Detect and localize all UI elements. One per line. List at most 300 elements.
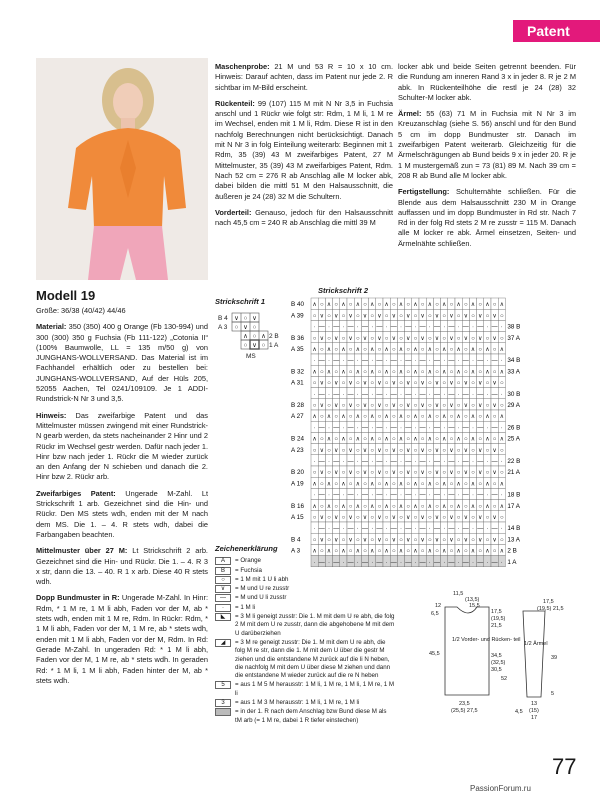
chart-symbol: —: [376, 459, 383, 465]
chart-symbol: ○: [471, 447, 475, 454]
schem-dim: 6,5: [431, 611, 439, 617]
chart-symbol: ○: [334, 369, 339, 376]
chart-row-label-right: 22 B: [507, 458, 521, 465]
chart-symbol: ∧: [312, 548, 317, 555]
chart-symbol: ∧: [384, 481, 389, 488]
chart-symbol: ·: [500, 459, 503, 465]
chart-symbol: ∧: [427, 548, 433, 555]
chart-symbol: ∨: [463, 380, 469, 387]
chart-symbol: ∧: [456, 414, 461, 421]
chart-symbol: ∨: [362, 447, 368, 454]
legend-item: [215, 604, 395, 612]
legend-item: [215, 576, 395, 584]
chart-symbol: —: [333, 391, 340, 398]
chart-symbol: ○: [485, 380, 490, 387]
chart-symbol: ○: [355, 335, 360, 342]
svg-text:∨: ∨: [252, 315, 257, 322]
chart-symbol: ∧: [499, 347, 505, 353]
chart-symbol: ○: [492, 414, 497, 421]
chart-symbol: ○: [449, 369, 454, 376]
chart-symbol: ∧: [341, 548, 346, 555]
chart-symbol: ∨: [319, 447, 325, 454]
chart-symbol: ·: [414, 492, 417, 499]
chart-symbol: ∧: [456, 347, 461, 353]
chart-symbol: —: [477, 559, 484, 566]
chart-symbol: ○: [377, 347, 382, 353]
chart-symbol: ∧: [485, 347, 490, 353]
chart-symbol: ∧: [499, 436, 505, 443]
chart-symbol: ○: [499, 313, 504, 320]
chart-symbol: —: [347, 391, 354, 398]
chart-symbol: ○: [377, 548, 382, 555]
chart-symbol: ·: [400, 459, 402, 465]
chart-row-label-right: 21 A: [507, 469, 521, 477]
chart-symbol: ○: [363, 436, 367, 443]
chart-symbol: ○: [377, 302, 382, 309]
legend-text: = aus 1 M 3 M herausstr: 1 M li, 1 M re, 1 M li: [235, 699, 360, 707]
vorderteil-paragraph: Vorderteil: Genauso, jedoch für den Halsausschnitt nach 45,5 cm = 240 R ab Anschlag die mittl 39 M: [215, 207, 393, 228]
chart-symbol: ○: [456, 313, 461, 320]
chart-symbol: ○: [370, 537, 375, 544]
watermark: PassionForum.ru: [470, 784, 531, 793]
chart-symbol: ·: [385, 358, 388, 365]
chart-symbol: —: [405, 358, 412, 365]
chart-symbol: ∧: [369, 436, 375, 443]
chart-symbol: ∨: [405, 380, 411, 387]
chart-symbol: —: [390, 391, 397, 398]
chart-symbol: ○: [384, 470, 389, 477]
chart-symbol: ∨: [434, 537, 440, 544]
chart-symbol: —: [405, 391, 412, 398]
chart-symbol: ○: [492, 503, 497, 510]
chart-symbol: ∧: [341, 302, 346, 309]
continuation-paragraph: locker abk und beide Seiten getrennt beenden. Für die Rundung am inneren Rand 3 x in jeder 8. R je 2 M abk. In Rückenteilhöhe die restl je 24 (28) 32 Schulter-M locker abk.: [398, 62, 576, 102]
chart-symbol: ·: [385, 425, 388, 432]
chart-symbol: ∧: [441, 436, 447, 443]
chart-symbol: ○: [456, 470, 461, 477]
chart-symbol: —: [491, 358, 498, 365]
chart-symbol: ○: [312, 447, 317, 454]
chart-symbol: ∨: [377, 380, 382, 387]
chart-symbol: —: [405, 526, 412, 533]
chart-symbol: ○: [334, 481, 339, 488]
chart-symbol: ∧: [369, 481, 375, 488]
chart-symbol: ∧: [341, 369, 346, 376]
chart-symbol: ∨: [319, 470, 325, 477]
chart-symbol: ○: [391, 414, 396, 421]
chart-symbol: ·: [385, 324, 388, 331]
chart-symbol: ○: [348, 481, 353, 488]
chart-symbol: ∧: [456, 369, 461, 376]
chart-symbol: ○: [499, 447, 504, 454]
chart-symbol: ○: [341, 537, 346, 544]
chart-symbol: ·: [356, 526, 359, 533]
chart-symbol: ○: [499, 335, 504, 342]
chart-symbol: ○: [319, 503, 324, 510]
chart-symbol: ∧: [355, 481, 361, 488]
chart-symbol: —: [419, 391, 426, 398]
chart-symbol: ·: [313, 559, 316, 566]
chart-symbol: ∧: [427, 481, 433, 488]
chart-symbol: —: [318, 391, 325, 398]
chart-symbol: ·: [443, 526, 446, 533]
legend-text: = 1 M mit 1 U li abh: [235, 575, 289, 583]
chart-symbol: ○: [319, 481, 324, 488]
chart-symbol: ○: [463, 347, 468, 353]
chart-symbol: ∨: [319, 380, 325, 387]
chart-symbol: ·: [328, 526, 330, 533]
chart-symbol: ○: [391, 302, 396, 309]
chart-symbol: ·: [342, 492, 345, 499]
chart-symbol: —: [376, 526, 383, 533]
chart-symbol: ∧: [456, 436, 461, 443]
chart-symbol: ∨: [420, 380, 425, 387]
chart-symbol: ○: [348, 302, 353, 309]
chart-symbol: ∧: [470, 369, 476, 376]
schem-dim: 5: [551, 691, 555, 697]
chart-symbol: ·: [400, 526, 402, 533]
chart-symbol: ∨: [420, 403, 425, 409]
chart-symbol: ○: [406, 436, 411, 443]
chart-symbol: —: [448, 425, 455, 432]
chart-symbol: ∧: [326, 347, 332, 353]
chart-symbol: —: [362, 358, 368, 365]
chart-symbol: ·: [472, 324, 474, 331]
chart-symbol: ∧: [326, 548, 332, 555]
schem-dim: (15): [529, 708, 539, 714]
chart-symbol: ∨: [405, 335, 411, 342]
chart-symbol: ○: [435, 302, 439, 309]
material-paragraph: Material: 350 (350) 400 g Orange (Fb 130-994) und 300 (300) 350 g Fuchsia (Fb 111-122) „Cotonia II“ (100% Baumwolle, LL = 135 m/50 g) von JUNGHANS-WOLLVERSAND. Das Material ist im Fachhandel erhältlich oder zu bestellen bei: JUNGHANS-WOLLVERSAND, Auf der Hüls 205, 52055 Aachen, Tel 0241/109109. Je 1 ADDI-Rundstrick-N Nr 3 und 3,5.: [36, 322, 208, 404]
chart-symbol: ∨: [492, 515, 497, 521]
svg-text:○: ○: [243, 342, 248, 349]
chart-symbol: ∧: [326, 436, 332, 443]
chart-symbol: ∧: [413, 347, 418, 353]
chart-symbol: ∧: [485, 481, 490, 488]
svg-text:○: ○: [243, 315, 248, 322]
chart-symbol: ○: [478, 548, 483, 555]
chart-symbol: ○: [348, 436, 353, 443]
strickschrift1-chart: [218, 312, 288, 362]
model-photo: [36, 58, 208, 280]
chart-symbol: ∧: [470, 503, 476, 510]
svg-text:○: ○: [261, 342, 266, 349]
chart-symbol: ∨: [405, 470, 411, 477]
chart-symbol: ○: [442, 515, 447, 521]
chart-symbol: ○: [355, 447, 360, 454]
chart-symbol: ∨: [420, 335, 425, 342]
chart-symbol: ∨: [348, 515, 353, 521]
chart-symbol: ·: [356, 559, 359, 566]
legend: [215, 545, 395, 726]
chart-symbol: ·: [414, 459, 417, 465]
chart-symbol: ∧: [456, 481, 461, 488]
chart-symbol: ∧: [384, 503, 389, 510]
chart-symbol: —: [347, 492, 354, 499]
chart-symbol: —: [491, 526, 498, 533]
chart-symbol: —: [390, 358, 397, 365]
chart-symbol: ○: [363, 302, 367, 309]
chart-symbol: ○: [442, 403, 447, 409]
chart-symbol: —: [477, 425, 484, 432]
chart-symbol: ·: [400, 559, 402, 566]
chart-symbol: —: [347, 425, 354, 432]
chart-symbol: ·: [443, 391, 446, 398]
legend-item: [215, 585, 395, 593]
schem-dim: (32,5): [491, 660, 506, 666]
chart-row-label-left: B 28: [291, 402, 304, 409]
chart-symbol: ·: [342, 459, 345, 465]
chart-symbol: ○: [370, 313, 375, 320]
chart-row-label-right: 33 A: [507, 368, 521, 376]
legend-item: [215, 567, 395, 575]
chart-symbol: ∧: [470, 481, 476, 488]
chart-symbol: ○: [355, 537, 360, 544]
chart-symbol: ∨: [362, 403, 368, 409]
chart-symbol: ·: [486, 324, 489, 331]
chart-symbol: ·: [400, 492, 402, 499]
chart-symbol: ○: [341, 335, 346, 342]
legend-item: [215, 594, 395, 602]
chart-symbol: ·: [500, 526, 503, 533]
chart-symbol: ·: [428, 559, 431, 566]
chart-symbol: —: [362, 324, 368, 331]
legend-symbol: —: [215, 594, 231, 602]
chart-symbol: ∧: [427, 414, 433, 421]
chart-symbol: —: [434, 358, 440, 365]
chart-symbol: ○: [420, 436, 425, 443]
chart-symbol: ∧: [441, 369, 447, 376]
chart-symbol: ○: [384, 403, 389, 409]
chart-symbol: ○: [485, 447, 490, 454]
legend-symbol: ◣: [215, 613, 231, 621]
chart-symbol: ∧: [312, 436, 317, 443]
legend-text: = 3 M re geneigt zusstr: Die 1. M mit dem U re abh, die folg M re str, dann die 1. M mit dem U über die gestr M ziehen und die entstandene M zurück auf die li N heben, die nachfolg M mit dem U über diese M ziehen und dann die entstandene M wieder zurück auf die re N heben: [235, 638, 391, 680]
chart-symbol: ∧: [441, 548, 447, 555]
chart-symbol: ∨: [319, 403, 325, 409]
chart-symbol: —: [448, 559, 455, 566]
chart-symbol: ∨: [319, 537, 325, 544]
chart-symbol: ○: [449, 481, 454, 488]
chart-row-label-left: A 35: [291, 346, 304, 353]
chart-symbol: ·: [328, 492, 330, 499]
chart-symbol: ∨: [333, 470, 339, 477]
chart-symbol: ∧: [312, 347, 317, 353]
chart-symbol: ∧: [456, 548, 461, 555]
maschenprobe-paragraph: Maschenprobe: 21 M und 53 R = 10 x 10 cm. Hinweis: Darauf achten, dass im Patent nur jede 2. R sichtbar im M-Bild erscheint.: [215, 62, 393, 92]
chart-symbol: —: [318, 425, 325, 432]
chart-symbol: —: [390, 559, 397, 566]
chart-symbol: ∧: [427, 347, 433, 353]
chart-symbol: ○: [327, 335, 331, 342]
chart-symbol: ○: [391, 503, 396, 510]
chart-symbol: ∧: [355, 347, 361, 353]
chart-symbol: ○: [399, 313, 403, 320]
chart-symbol: ∧: [499, 503, 505, 510]
chart-symbol: ∨: [362, 313, 368, 320]
chart-symbol: ∧: [398, 369, 404, 376]
chart-symbol: ○: [420, 302, 425, 309]
chart-symbol: ∨: [362, 380, 368, 387]
chart-row-label-left: B 20: [291, 469, 304, 477]
chart-symbol: ∨: [420, 447, 425, 454]
chart-symbol: ∨: [377, 447, 382, 454]
chart-symbol: ∨: [492, 447, 497, 454]
legend-text: = aus 1 M 5 M herausstr: 1 M li, 1 M re, 1 M li, 1 M re, 1 M li: [235, 681, 395, 697]
chart-symbol: ○: [413, 447, 418, 454]
chart-symbol: ·: [313, 459, 316, 465]
chart-symbol: ∨: [377, 537, 382, 544]
chart-symbol: ∧: [384, 369, 389, 376]
chart-symbol: ·: [371, 425, 374, 432]
chart-symbol: ∧: [485, 369, 490, 376]
chart-symbol: ○: [363, 503, 367, 510]
chart-symbol: ∨: [333, 447, 339, 454]
chart-symbol: ∧: [341, 414, 346, 421]
chart-symbol: ○: [319, 369, 324, 376]
chart-symbol: ∨: [391, 380, 397, 387]
chart-symbol: ·: [457, 459, 460, 465]
chart-symbol: ∧: [326, 503, 332, 510]
chart-symbol: ○: [499, 537, 504, 544]
chart-symbol: ∧: [499, 481, 505, 488]
chart-symbol: ○: [327, 313, 331, 320]
legend-symbol: 5: [215, 681, 231, 689]
chart-symbol: —: [318, 559, 325, 566]
chart-symbol: ○: [406, 548, 411, 555]
chart-symbol: ·: [486, 492, 489, 499]
ss1-row-label: 1 A: [269, 342, 279, 349]
chart-symbol: ○: [492, 347, 497, 353]
chart-symbol: ○: [427, 537, 432, 544]
chart-symbol: ·: [457, 559, 460, 566]
chart-symbol: ∧: [427, 503, 433, 510]
chart-symbol: ○: [456, 403, 461, 409]
chart-symbol: ·: [371, 358, 374, 365]
chart-symbol: ∨: [477, 515, 483, 521]
legend-symbol: ·: [215, 604, 231, 612]
chart-symbol: ○: [463, 302, 468, 309]
chart-symbol: ·: [472, 391, 474, 398]
chart-symbol: ○: [334, 503, 339, 510]
chart-symbol: ○: [471, 537, 475, 544]
chart-symbol: —: [347, 358, 354, 365]
chart-symbol: —: [376, 324, 383, 331]
chart-symbol: —: [333, 358, 340, 365]
chart-symbol: ○: [413, 380, 418, 387]
chart-symbol: —: [477, 526, 484, 533]
chart-symbol: ○: [319, 347, 324, 353]
chart-symbol: —: [376, 358, 383, 365]
legend-symbol: ○: [215, 576, 231, 584]
chart-symbol: ∧: [326, 481, 332, 488]
chart-symbol: ○: [363, 548, 367, 555]
chart-symbol: ∧: [413, 414, 418, 421]
chart-symbol: ·: [328, 324, 330, 331]
fertigstellung-paragraph: Fertigstellung: Schulternähte schließen. Für die Blende aus dem Halsausschnitt 230 M in Orange auffassen und im dopp Bundmuster in Rd str. Nach 7 Rd in der folg Rd stets 2 M re zusstr = 115 M. Danach alle M locker re abk. Ärmel einsetzen, Seiten- und Ärmelnähte schließen.: [398, 187, 576, 248]
chart-symbol: ∨: [348, 313, 353, 320]
chart-symbol: ·: [486, 425, 489, 432]
chart-symbol: ·: [371, 391, 374, 398]
chart-symbol: ○: [435, 414, 439, 421]
chart-symbol: ○: [499, 380, 504, 387]
chart-symbol: —: [318, 324, 325, 331]
front-back-piece: [445, 607, 489, 695]
schem-dim: 13: [531, 701, 538, 707]
chart-symbol: ·: [500, 324, 503, 331]
chart-symbol: ·: [500, 425, 503, 432]
chart-symbol: ∨: [377, 470, 382, 477]
chart-symbol: ∨: [463, 515, 469, 521]
chart-symbol: ·: [500, 358, 503, 365]
chart-symbol: ·: [400, 425, 402, 432]
chart-symbol: ○: [312, 470, 317, 477]
chart-symbol: ∧: [355, 414, 361, 421]
schem-label: 1/2 Ärmel: [524, 641, 548, 647]
chart-symbol: ○: [348, 369, 353, 376]
chart-symbol: ∨: [477, 380, 483, 387]
chart-symbol: ○: [377, 414, 382, 421]
chart-symbol: ∧: [413, 436, 418, 443]
chart-symbol: ○: [485, 537, 490, 544]
chart-symbol: ∧: [384, 436, 389, 443]
chart-symbol: ○: [341, 380, 346, 387]
chart-symbol: —: [434, 526, 440, 533]
chart-symbol: —: [362, 559, 368, 566]
patent-paragraph: Zweifarbiges Patent: Ungerade M-Zahl. Lt Strickschrift 1 arb. Gezeichnet sind die Hin- und Rückr. Den MS stets wdh, enden mit der M nach dem MS. Die 1. – 4. R stets wdh, dabei die Farbangaben beachten.: [36, 488, 208, 539]
chart-symbol: ∧: [485, 436, 490, 443]
chart-symbol: ∨: [391, 537, 397, 544]
chart-symbol: ·: [342, 425, 345, 432]
chart-symbol: ○: [499, 403, 504, 409]
chart-row-label-right: 14 B: [507, 525, 521, 533]
chart-symbol: ○: [420, 503, 425, 510]
chart-symbol: ·: [486, 391, 489, 398]
chart-symbol: —: [462, 324, 469, 331]
chart-symbol: ∧: [384, 414, 389, 421]
chart-row-label-right: 34 B: [507, 357, 521, 365]
chart-symbol: ○: [319, 436, 324, 443]
chart-symbol: ·: [356, 358, 359, 365]
chart-symbol: —: [448, 459, 455, 465]
chart-symbol: ○: [348, 503, 353, 510]
schem-dim: 21,5: [491, 623, 502, 629]
chart-symbol: ∨: [434, 335, 440, 342]
chart-symbol: ○: [363, 481, 367, 488]
schem-dim: 17,5: [491, 609, 502, 615]
chart-symbol: ○: [312, 335, 317, 342]
chart-symbol: ·: [342, 526, 345, 533]
chart-symbol: ∨: [333, 403, 339, 409]
chart-symbol: ○: [384, 447, 389, 454]
chart-symbol: —: [477, 459, 484, 465]
chart-symbol: ·: [342, 559, 345, 566]
chart-symbol: ∨: [333, 537, 339, 544]
legend-text: = in der 1. R nach dem Anschlag bzw Bund diese M als tM arb (= 1 M re, dabei 1 R tiefer einstechen): [235, 708, 387, 724]
chart-symbol: ∨: [391, 335, 397, 342]
chart-symbol: ∧: [355, 436, 361, 443]
chart-symbol: ·: [428, 526, 431, 533]
ss1-row-label: B 4: [218, 315, 228, 322]
chart-symbol: ○: [471, 380, 475, 387]
schem-dim: 23,5: [459, 701, 470, 707]
chart-symbol: ·: [385, 559, 388, 566]
chart-symbol: ○: [413, 403, 418, 409]
chart-symbol: ·: [443, 459, 446, 465]
chart-symbol: ∨: [405, 537, 411, 544]
chart-symbol: ○: [413, 335, 418, 342]
chart-symbol: ∨: [348, 447, 353, 454]
